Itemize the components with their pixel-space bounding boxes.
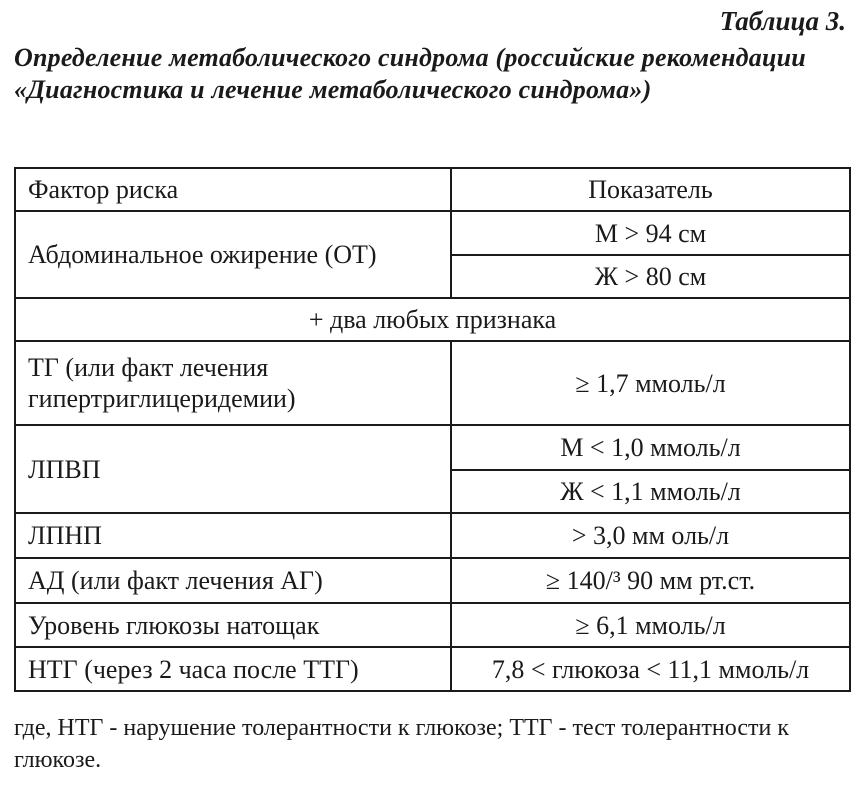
factor-ldl: ЛПНП xyxy=(15,513,451,558)
value-ntg: 7,8 < глюкоза < 11,1 ммоль/л xyxy=(451,647,850,691)
table-row-ntg xyxy=(15,647,850,691)
value-bp: ≥ 140/³ 90 мм рт.ст. xyxy=(451,558,850,603)
value-hdl-female: Ж < 1,1 ммоль/л xyxy=(451,470,850,513)
factor-abdominal: Абдоминальное ожирение (ОТ) xyxy=(15,211,451,298)
value-abdominal-male: М > 94 см xyxy=(451,211,850,255)
table-row-tg xyxy=(15,341,850,425)
factor-ntg: НТГ (через 2 часа после ТТГ) xyxy=(15,647,451,691)
table-row-glucose xyxy=(15,603,850,647)
value-abdominal-female: Ж > 80 см xyxy=(451,255,850,298)
plus-two-criteria: + два любых признака xyxy=(15,298,850,341)
table-number-label: Таблица 3. xyxy=(719,6,846,36)
value-ldl: > 3,0 мм оль/л xyxy=(451,513,850,558)
factor-hdl: ЛПВП xyxy=(15,425,451,513)
header-risk-factor: Фактор риска xyxy=(15,168,451,211)
header-indicator: Показатель xyxy=(451,168,850,211)
value-glucose: ≥ 6,1 ммоль/л xyxy=(451,603,850,647)
value-hdl-male: М < 1,0 ммоль/л xyxy=(451,425,850,470)
table-row-plus-two xyxy=(15,298,850,341)
metabolic-syndrome-table xyxy=(14,167,851,692)
table-heading: Определение метаболического синдрома (российские рекомендации «Диагностика и лечение метаболического синдрома») xyxy=(14,43,806,104)
table-header-row xyxy=(15,168,850,211)
table-row-abdominal-male xyxy=(15,211,850,255)
factor-bp: АД (или факт лечения АГ) xyxy=(15,558,451,603)
factor-glucose: Уровень глюкозы натощак xyxy=(15,603,451,647)
value-tg: ≥ 1,7 ммоль/л xyxy=(451,341,850,425)
table-footnote: где, НТГ - нарушение толерантности к глюкозе; ТТГ - тест толерантности к глюкозе. xyxy=(14,715,789,773)
table-row-ldl xyxy=(15,513,850,558)
table-row-bp xyxy=(15,558,850,603)
table-row-hdl-male xyxy=(15,425,850,470)
factor-tg: ТГ (или факт лечения гипертриглицеридемии) xyxy=(15,341,451,425)
